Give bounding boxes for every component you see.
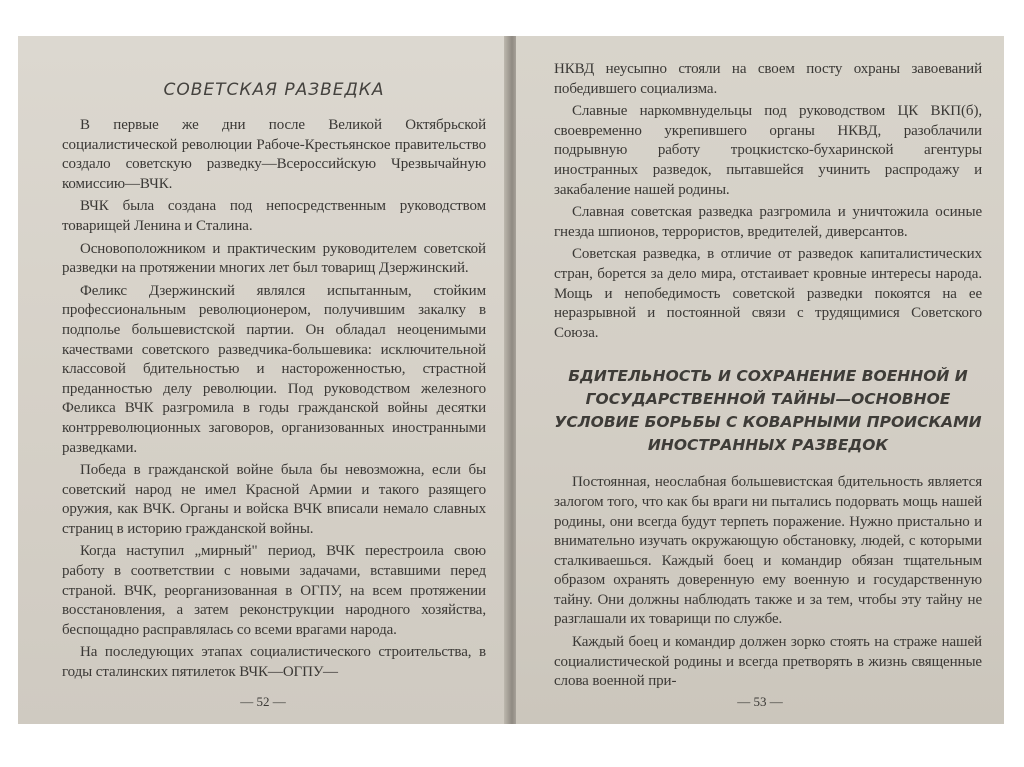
page-title: СОВЕТСКАЯ РАЗВЕДКА bbox=[163, 80, 385, 100]
paragraph: В первые же дни после Великой Октябрьской социалистической революции Рабоче-Крестьянское правительство создало советскую разведку—Всероссийскую Чрезвычайную комиссию—ВЧК. bbox=[62, 117, 486, 192]
paragraph: ВЧК была создана под непосредственным руководством товарищей Ленина и Сталина. bbox=[62, 198, 486, 234]
page-number: — 52 — bbox=[240, 694, 286, 709]
paragraph: Победа в гражданской войне была бы невозможна, если бы советский народ не имел Красной Армии и такого разящего оружия, как ВЧК. Органы и войска ВЧК вписали немало славных страниц в историю гражданской войны. bbox=[62, 462, 486, 537]
right-page bbox=[516, 36, 1004, 724]
paragraph: Основоположником и практическим руководителем советской разведки на протяжении многих лет был товарищ Дзержинский. bbox=[62, 240, 486, 277]
paragraph: Каждый боец и командир должен зорко стоять на страже нашей социалистической родины и всегда претворять в жизнь священные слова военной при- bbox=[554, 634, 982, 690]
paragraph: На последующих этапах социалистического строительства, в годы сталинских пятилеток ВЧК—ОГПУ— bbox=[62, 644, 486, 681]
paragraph: Славная советская разведка разгромила и уничтожила осиные гнезда шпионов, террористов, вредителей, диверсантов. bbox=[554, 204, 982, 240]
paragraph: Славные наркомвнудельцы под руководством ЦК ВКП(б), своевременно укрепившего органы НКВД, разоблачили подрывную работу троцкистско-бухаринской агентуры иностранных разведок, пытавшейся учинить распродажу и закабаление нашей родины. bbox=[554, 103, 982, 198]
page-number: — 53 — bbox=[737, 694, 783, 709]
paragraph: НКВД неусыпно стояли на своем посту охраны завоеваний победившего социализма. bbox=[554, 61, 982, 97]
open-book bbox=[18, 36, 1004, 724]
paragraph: Когда наступил „мирный" период, ВЧК перестроила свою работу в соответствии с новыми задачами, вставшими перед страной. ВЧК, реорганизованная в ОГПУ, на всем протяжении восстановления, а затем реконструкции народного хозяйства, беспощадно расправлялась со всеми врагами народа. bbox=[62, 543, 486, 638]
section-heading: БДИТЕЛЬНОСТЬ И СОХРАНЕНИЕ ВОЕННОЙ И ГОСУДАРСТВЕННОЙ ТАЙНЫ—ОСНОВНОЕ УСЛОВИЕ БОРЬБЫ С КОВАРНЫМИ ПРОИСКАМИ ИНОСТРАННЫХ РАЗВЕДОК bbox=[554, 367, 982, 455]
paragraph: Феликс Дзержинский являлся испытанным, стойким профессиональным революционером, получившим закалку в подполье большевистской партии. Он обладал неоценимыми качествами советского разведчика-большевика: исключительной классовой бдительностью и настороженностью, страстной преданностью делу революции. Под руководством железного Феликса ВЧК разгромила в годы гражданской войны десятки контрреволюционных заговоров, организованных иностранными разведками. bbox=[62, 282, 486, 456]
left-page bbox=[18, 36, 508, 724]
paragraph: Советская разведка, в отличие от разведок капиталистических стран, борется за дело мира, отстаивает кровные интересы народа. Мощь и непобедимость советской разведки покоятся на ее неразрывной и постоянной связи с трудящимися Советского Союза. bbox=[554, 246, 982, 341]
paragraph: Постоянная, неослабная большевистская бдительность является залогом того, что как бы враги ни пытались подорвать мощь нашей родины, они всегда будут терпеть поражение. Нужно пристально и внимательно изучать окружающую обстановку, людей, с которыми сталкиваешься. Каждый боец и командир обязан тщательным образом охранять доверенную ему военную и государственную тайну. Они должны наблюдать также и за тем, чтобы эту тайну не разглашали их товарищи по службе. bbox=[554, 474, 982, 628]
